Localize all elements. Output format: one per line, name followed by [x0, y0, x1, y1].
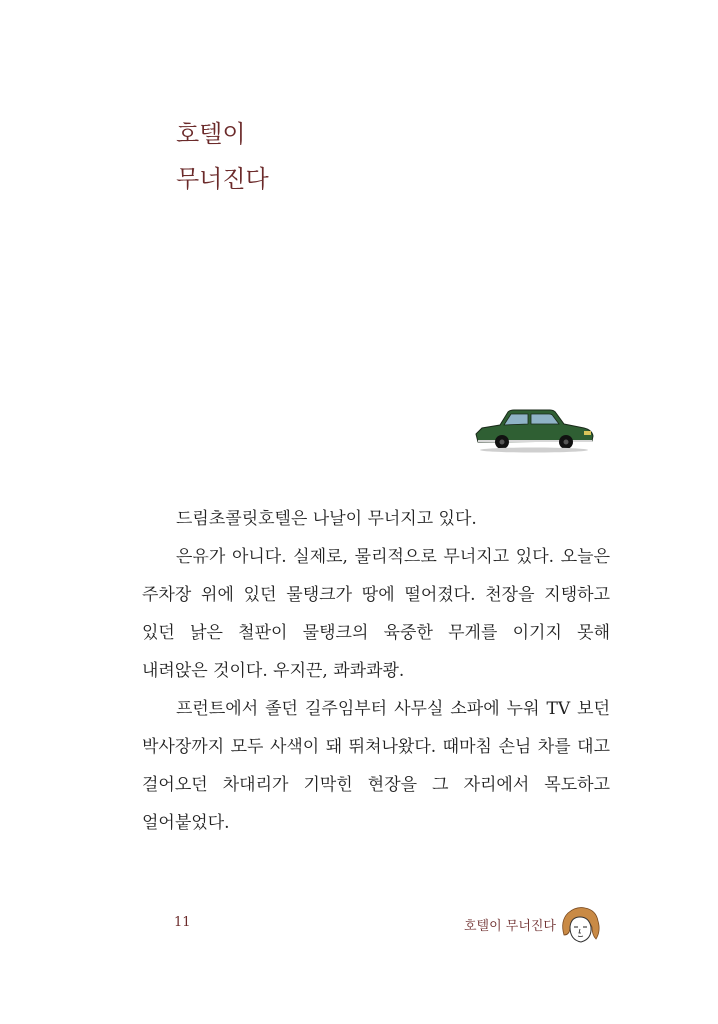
paragraph-3: 프런트에서 졸던 길주임부터 사무실 소파에 누워 TV 보던 박사장까지 모두 사색이 돼 뛰쳐나왔다. 때마침 손님 차를 대고 걸어오던 차대리가 기막힌 현장을 그 자리에서 목도하고 얼어붙었다.	[142, 699, 610, 833]
chapter-title	[176, 112, 269, 202]
body-text	[142, 500, 610, 842]
paragraph-1: 드림초콜릿호텔은 나날이 무너지고 있다.	[176, 509, 477, 529]
car-icon	[472, 404, 596, 454]
chapter-title-line-1: 호텔이	[176, 120, 246, 148]
page-number: 11	[174, 915, 191, 930]
avatar-icon	[558, 905, 602, 945]
chapter-title-line-2: 무너진다	[176, 165, 269, 193]
running-title: 호텔이 무너진다	[463, 919, 556, 934]
page-footer	[0, 905, 718, 945]
paragraph-2: 은유가 아니다. 실제로, 물리적으로 무너지고 있다. 오늘은 주차장 위에 있던 물탱크가 땅에 떨어졌다. 천장을 지탱하고 있던 낡은 철판이 물탱크의 육중한 무게를 이기지 못해 내려앉은 것이다. 우지끈, 콰콰콰쾅.	[142, 547, 610, 681]
